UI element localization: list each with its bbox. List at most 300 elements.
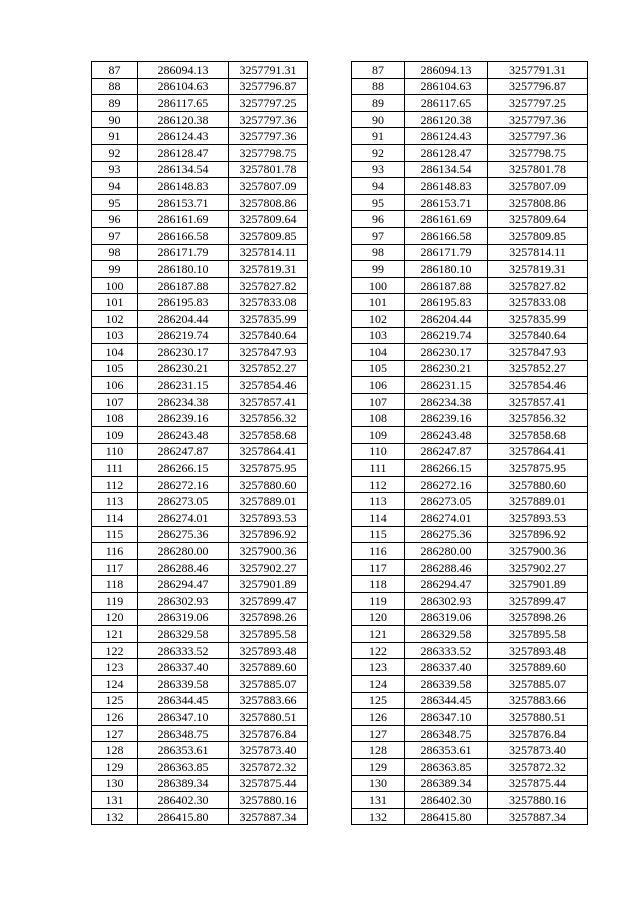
- y-coordinate-cell: 3257858.68: [229, 427, 308, 444]
- point-number-cell: 130: [92, 775, 138, 792]
- point-number-cell: 120: [352, 609, 405, 626]
- point-number-cell: 126: [92, 709, 138, 726]
- table-row: [352, 393, 588, 410]
- point-number-cell: 131: [352, 792, 405, 809]
- point-number-cell: 87: [92, 62, 138, 79]
- point-number-cell: 122: [352, 642, 405, 659]
- y-coordinate-cell: 3257833.08: [488, 294, 588, 311]
- table-row: [352, 609, 588, 626]
- x-coordinate-cell: 286230.21: [138, 360, 229, 377]
- y-coordinate-cell: 3257883.66: [229, 692, 308, 709]
- y-coordinate-cell: 3257827.82: [229, 277, 308, 294]
- x-coordinate-cell: 286148.83: [405, 178, 488, 195]
- x-coordinate-cell: 286231.15: [405, 377, 488, 394]
- x-coordinate-cell: 286094.13: [405, 62, 488, 79]
- table-row: [352, 95, 588, 112]
- table-row: [352, 709, 588, 726]
- point-number-cell: 129: [92, 758, 138, 775]
- x-coordinate-cell: 286344.45: [138, 692, 229, 709]
- y-coordinate-cell: 3257809.64: [229, 211, 308, 228]
- point-number-cell: 96: [92, 211, 138, 228]
- table-row: [92, 62, 308, 79]
- x-coordinate-cell: 286275.36: [138, 526, 229, 543]
- point-number-cell: 114: [92, 510, 138, 527]
- table-row: [92, 609, 308, 626]
- x-coordinate-cell: 286134.54: [138, 161, 229, 178]
- table-row: [92, 377, 308, 394]
- x-coordinate-cell: 286294.47: [405, 576, 488, 593]
- table-row: [92, 95, 308, 112]
- x-coordinate-cell: 286234.38: [138, 393, 229, 410]
- y-coordinate-cell: 3257819.31: [488, 261, 588, 278]
- point-number-cell: 108: [352, 410, 405, 427]
- point-number-cell: 88: [352, 78, 405, 95]
- point-number-cell: 108: [92, 410, 138, 427]
- x-coordinate-cell: 286415.80: [138, 808, 229, 825]
- point-number-cell: 90: [352, 111, 405, 128]
- point-number-cell: 118: [92, 576, 138, 593]
- y-coordinate-cell: 3257797.25: [488, 95, 588, 112]
- x-coordinate-cell: 286272.16: [405, 476, 488, 493]
- x-coordinate-cell: 286288.46: [405, 559, 488, 576]
- coordinate-table-left-body: [92, 62, 308, 825]
- x-coordinate-cell: 286187.88: [138, 277, 229, 294]
- table-row: [92, 111, 308, 128]
- y-coordinate-cell: 3257893.48: [229, 642, 308, 659]
- table-row: [92, 427, 308, 444]
- table-row: [352, 178, 588, 195]
- point-number-cell: 115: [92, 526, 138, 543]
- table-row: [92, 178, 308, 195]
- y-coordinate-cell: 3257857.41: [488, 393, 588, 410]
- table-row: [352, 161, 588, 178]
- y-coordinate-cell: 3257872.32: [229, 758, 308, 775]
- x-coordinate-cell: 286280.00: [138, 543, 229, 560]
- table-row: [352, 543, 588, 560]
- y-coordinate-cell: 3257798.75: [488, 144, 588, 161]
- table-row: [92, 675, 308, 692]
- y-coordinate-cell: 3257852.27: [229, 360, 308, 377]
- table-row: [352, 576, 588, 593]
- x-coordinate-cell: 286230.17: [405, 344, 488, 361]
- table-row: [352, 642, 588, 659]
- point-number-cell: 100: [352, 277, 405, 294]
- point-number-cell: 93: [352, 161, 405, 178]
- x-coordinate-cell: 286280.00: [405, 543, 488, 560]
- table-row: [352, 626, 588, 643]
- point-number-cell: 103: [352, 327, 405, 344]
- table-row: [92, 227, 308, 244]
- table-row: [92, 526, 308, 543]
- y-coordinate-cell: 3257798.75: [229, 144, 308, 161]
- x-coordinate-cell: 286195.83: [138, 294, 229, 311]
- point-number-cell: 127: [92, 725, 138, 742]
- x-coordinate-cell: 286117.65: [138, 95, 229, 112]
- point-number-cell: 119: [352, 593, 405, 610]
- point-number-cell: 98: [352, 244, 405, 261]
- point-number-cell: 118: [352, 576, 405, 593]
- x-coordinate-cell: 286337.40: [138, 659, 229, 676]
- y-coordinate-cell: 3257875.44: [229, 775, 308, 792]
- point-number-cell: 116: [352, 543, 405, 560]
- x-coordinate-cell: 286302.93: [138, 593, 229, 610]
- y-coordinate-cell: 3257835.99: [229, 310, 308, 327]
- x-coordinate-cell: 286333.52: [405, 642, 488, 659]
- y-coordinate-cell: 3257807.09: [229, 178, 308, 195]
- point-number-cell: 128: [92, 742, 138, 759]
- x-coordinate-cell: 286161.69: [138, 211, 229, 228]
- coordinate-table-left: [91, 61, 308, 825]
- x-coordinate-cell: 286402.30: [138, 792, 229, 809]
- table-row: [352, 78, 588, 95]
- table-row: [352, 659, 588, 676]
- point-number-cell: 124: [92, 675, 138, 692]
- table-row: [92, 709, 308, 726]
- y-coordinate-cell: 3257797.36: [488, 111, 588, 128]
- y-coordinate-cell: 3257872.32: [488, 758, 588, 775]
- point-number-cell: 91: [352, 128, 405, 145]
- y-coordinate-cell: 3257880.60: [488, 476, 588, 493]
- point-number-cell: 127: [352, 725, 405, 742]
- table-row: [92, 493, 308, 510]
- table-row: [352, 758, 588, 775]
- x-coordinate-cell: 286128.47: [405, 144, 488, 161]
- point-number-cell: 115: [352, 526, 405, 543]
- y-coordinate-cell: 3257807.09: [488, 178, 588, 195]
- point-number-cell: 88: [92, 78, 138, 95]
- x-coordinate-cell: 286319.06: [138, 609, 229, 626]
- table-row: [352, 559, 588, 576]
- point-number-cell: 126: [352, 709, 405, 726]
- x-coordinate-cell: 286243.48: [138, 427, 229, 444]
- y-coordinate-cell: 3257796.87: [229, 78, 308, 95]
- table-row: [92, 593, 308, 610]
- table-row: [352, 410, 588, 427]
- table-row: [92, 510, 308, 527]
- table-row: [92, 792, 308, 809]
- y-coordinate-cell: 3257898.26: [229, 609, 308, 626]
- table-row: [92, 211, 308, 228]
- y-coordinate-cell: 3257880.51: [488, 709, 588, 726]
- table-row: [92, 725, 308, 742]
- point-number-cell: 92: [92, 144, 138, 161]
- y-coordinate-cell: 3257887.34: [229, 808, 308, 825]
- y-coordinate-cell: 3257809.64: [488, 211, 588, 228]
- point-number-cell: 129: [352, 758, 405, 775]
- x-coordinate-cell: 286363.85: [138, 758, 229, 775]
- table-row: [92, 128, 308, 145]
- table-row: [92, 393, 308, 410]
- x-coordinate-cell: 286294.47: [138, 576, 229, 593]
- x-coordinate-cell: 286389.34: [405, 775, 488, 792]
- y-coordinate-cell: 3257893.53: [229, 510, 308, 527]
- x-coordinate-cell: 286274.01: [405, 510, 488, 527]
- point-number-cell: 131: [92, 792, 138, 809]
- point-number-cell: 124: [352, 675, 405, 692]
- table-row: [92, 410, 308, 427]
- point-number-cell: 112: [92, 476, 138, 493]
- table-row: [92, 626, 308, 643]
- x-coordinate-cell: 286339.58: [138, 675, 229, 692]
- table-row: [92, 144, 308, 161]
- y-coordinate-cell: 3257801.78: [229, 161, 308, 178]
- x-coordinate-cell: 286231.15: [138, 377, 229, 394]
- table-row: [352, 277, 588, 294]
- table-row: [352, 377, 588, 394]
- table-row: [92, 161, 308, 178]
- point-number-cell: 107: [92, 393, 138, 410]
- point-number-cell: 89: [92, 95, 138, 112]
- y-coordinate-cell: 3257809.85: [229, 227, 308, 244]
- x-coordinate-cell: 286273.05: [405, 493, 488, 510]
- x-coordinate-cell: 286134.54: [405, 161, 488, 178]
- table-row: [352, 775, 588, 792]
- point-number-cell: 90: [92, 111, 138, 128]
- point-number-cell: 110: [352, 443, 405, 460]
- x-coordinate-cell: 286273.05: [138, 493, 229, 510]
- x-coordinate-cell: 286171.79: [405, 244, 488, 261]
- y-coordinate-cell: 3257840.64: [229, 327, 308, 344]
- y-coordinate-cell: 3257814.11: [229, 244, 308, 261]
- y-coordinate-cell: 3257857.41: [229, 393, 308, 410]
- y-coordinate-cell: 3257814.11: [488, 244, 588, 261]
- point-number-cell: 91: [92, 128, 138, 145]
- x-coordinate-cell: 286347.10: [138, 709, 229, 726]
- point-number-cell: 106: [92, 377, 138, 394]
- y-coordinate-cell: 3257875.95: [229, 460, 308, 477]
- table-row: [352, 808, 588, 825]
- x-coordinate-cell: 286275.36: [405, 526, 488, 543]
- table-row: [352, 510, 588, 527]
- point-number-cell: 120: [92, 609, 138, 626]
- table-row: [352, 111, 588, 128]
- point-number-cell: 104: [92, 344, 138, 361]
- point-number-cell: 103: [92, 327, 138, 344]
- table-row: [92, 559, 308, 576]
- y-coordinate-cell: 3257854.46: [488, 377, 588, 394]
- x-coordinate-cell: 286120.38: [138, 111, 229, 128]
- y-coordinate-cell: 3257885.07: [229, 675, 308, 692]
- point-number-cell: 97: [352, 227, 405, 244]
- y-coordinate-cell: 3257896.92: [229, 526, 308, 543]
- point-number-cell: 116: [92, 543, 138, 560]
- x-coordinate-cell: 286302.93: [405, 593, 488, 610]
- y-coordinate-cell: 3257797.36: [229, 128, 308, 145]
- y-coordinate-cell: 3257791.31: [229, 62, 308, 79]
- point-number-cell: 101: [92, 294, 138, 311]
- table-row: [92, 443, 308, 460]
- y-coordinate-cell: 3257887.34: [488, 808, 588, 825]
- coordinate-table-right-body: [352, 62, 588, 825]
- table-row: [92, 642, 308, 659]
- point-number-cell: 132: [92, 808, 138, 825]
- point-number-cell: 125: [92, 692, 138, 709]
- y-coordinate-cell: 3257840.64: [488, 327, 588, 344]
- point-number-cell: 96: [352, 211, 405, 228]
- point-number-cell: 121: [92, 626, 138, 643]
- x-coordinate-cell: 286339.58: [405, 675, 488, 692]
- table-row: [92, 659, 308, 676]
- x-coordinate-cell: 286219.74: [405, 327, 488, 344]
- x-coordinate-cell: 286187.88: [405, 277, 488, 294]
- table-row: [352, 261, 588, 278]
- y-coordinate-cell: 3257899.47: [229, 593, 308, 610]
- point-number-cell: 95: [352, 194, 405, 211]
- y-coordinate-cell: 3257797.36: [488, 128, 588, 145]
- y-coordinate-cell: 3257856.32: [229, 410, 308, 427]
- coordinate-table-right: [351, 61, 588, 825]
- y-coordinate-cell: 3257901.89: [229, 576, 308, 593]
- x-coordinate-cell: 286204.44: [405, 310, 488, 327]
- point-number-cell: 121: [352, 626, 405, 643]
- point-number-cell: 87: [352, 62, 405, 79]
- point-number-cell: 110: [92, 443, 138, 460]
- x-coordinate-cell: 286219.74: [138, 327, 229, 344]
- point-number-cell: 113: [92, 493, 138, 510]
- y-coordinate-cell: 3257885.07: [488, 675, 588, 692]
- table-row: [352, 675, 588, 692]
- x-coordinate-cell: 286274.01: [138, 510, 229, 527]
- y-coordinate-cell: 3257858.68: [488, 427, 588, 444]
- x-coordinate-cell: 286104.63: [138, 78, 229, 95]
- table-row: [92, 78, 308, 95]
- x-coordinate-cell: 286166.58: [138, 227, 229, 244]
- y-coordinate-cell: 3257847.93: [229, 344, 308, 361]
- y-coordinate-cell: 3257893.53: [488, 510, 588, 527]
- y-coordinate-cell: 3257797.25: [229, 95, 308, 112]
- x-coordinate-cell: 286180.10: [138, 261, 229, 278]
- x-coordinate-cell: 286124.43: [405, 128, 488, 145]
- table-row: [92, 244, 308, 261]
- table-row: [352, 244, 588, 261]
- x-coordinate-cell: 286153.71: [405, 194, 488, 211]
- x-coordinate-cell: 286243.48: [405, 427, 488, 444]
- x-coordinate-cell: 286344.45: [405, 692, 488, 709]
- x-coordinate-cell: 286117.65: [405, 95, 488, 112]
- x-coordinate-cell: 286333.52: [138, 642, 229, 659]
- table-row: [352, 725, 588, 742]
- table-row: [92, 576, 308, 593]
- table-row: [352, 692, 588, 709]
- y-coordinate-cell: 3257847.93: [488, 344, 588, 361]
- table-row: [92, 277, 308, 294]
- y-coordinate-cell: 3257873.40: [229, 742, 308, 759]
- point-number-cell: 109: [92, 427, 138, 444]
- point-number-cell: 114: [352, 510, 405, 527]
- x-coordinate-cell: 286124.43: [138, 128, 229, 145]
- table-row: [92, 742, 308, 759]
- y-coordinate-cell: 3257809.85: [488, 227, 588, 244]
- table-row: [352, 62, 588, 79]
- x-coordinate-cell: 286180.10: [405, 261, 488, 278]
- x-coordinate-cell: 286166.58: [405, 227, 488, 244]
- y-coordinate-cell: 3257880.51: [229, 709, 308, 726]
- y-coordinate-cell: 3257899.47: [488, 593, 588, 610]
- point-number-cell: 94: [92, 178, 138, 195]
- x-coordinate-cell: 286329.58: [138, 626, 229, 643]
- point-number-cell: 89: [352, 95, 405, 112]
- y-coordinate-cell: 3257854.46: [229, 377, 308, 394]
- y-coordinate-cell: 3257880.16: [488, 792, 588, 809]
- y-coordinate-cell: 3257902.27: [488, 559, 588, 576]
- table-row: [352, 443, 588, 460]
- point-number-cell: 111: [92, 460, 138, 477]
- x-coordinate-cell: 286329.58: [405, 626, 488, 643]
- y-coordinate-cell: 3257797.36: [229, 111, 308, 128]
- y-coordinate-cell: 3257801.78: [488, 161, 588, 178]
- table-row: [352, 310, 588, 327]
- point-number-cell: 106: [352, 377, 405, 394]
- x-coordinate-cell: 286272.16: [138, 476, 229, 493]
- y-coordinate-cell: 3257880.16: [229, 792, 308, 809]
- point-number-cell: 123: [92, 659, 138, 676]
- y-coordinate-cell: 3257898.26: [488, 609, 588, 626]
- x-coordinate-cell: 286353.61: [405, 742, 488, 759]
- table-row: [352, 742, 588, 759]
- x-coordinate-cell: 286094.13: [138, 62, 229, 79]
- point-number-cell: 125: [352, 692, 405, 709]
- x-coordinate-cell: 286266.15: [405, 460, 488, 477]
- point-number-cell: 104: [352, 344, 405, 361]
- point-number-cell: 94: [352, 178, 405, 195]
- table-row: [352, 493, 588, 510]
- table-row: [352, 427, 588, 444]
- y-coordinate-cell: 3257896.92: [488, 526, 588, 543]
- x-coordinate-cell: 286402.30: [405, 792, 488, 809]
- y-coordinate-cell: 3257873.40: [488, 742, 588, 759]
- y-coordinate-cell: 3257864.41: [488, 443, 588, 460]
- x-coordinate-cell: 286363.85: [405, 758, 488, 775]
- x-coordinate-cell: 286415.80: [405, 808, 488, 825]
- table-row: [352, 344, 588, 361]
- y-coordinate-cell: 3257876.84: [229, 725, 308, 742]
- point-number-cell: 101: [352, 294, 405, 311]
- x-coordinate-cell: 286348.75: [138, 725, 229, 742]
- y-coordinate-cell: 3257889.60: [229, 659, 308, 676]
- x-coordinate-cell: 286148.83: [138, 178, 229, 195]
- x-coordinate-cell: 286195.83: [405, 294, 488, 311]
- table-row: [92, 194, 308, 211]
- y-coordinate-cell: 3257889.60: [488, 659, 588, 676]
- table-row: [352, 593, 588, 610]
- x-coordinate-cell: 286204.44: [138, 310, 229, 327]
- table-row: [352, 211, 588, 228]
- table-row: [352, 194, 588, 211]
- point-number-cell: 132: [352, 808, 405, 825]
- y-coordinate-cell: 3257796.87: [488, 78, 588, 95]
- x-coordinate-cell: 286230.17: [138, 344, 229, 361]
- point-number-cell: 128: [352, 742, 405, 759]
- table-row: [352, 128, 588, 145]
- point-number-cell: 122: [92, 642, 138, 659]
- point-number-cell: 100: [92, 277, 138, 294]
- x-coordinate-cell: 286239.16: [138, 410, 229, 427]
- x-coordinate-cell: 286353.61: [138, 742, 229, 759]
- x-coordinate-cell: 286247.87: [138, 443, 229, 460]
- x-coordinate-cell: 286104.63: [405, 78, 488, 95]
- x-coordinate-cell: 286171.79: [138, 244, 229, 261]
- point-number-cell: 105: [352, 360, 405, 377]
- x-coordinate-cell: 286239.16: [405, 410, 488, 427]
- y-coordinate-cell: 3257900.36: [229, 543, 308, 560]
- point-number-cell: 93: [92, 161, 138, 178]
- point-number-cell: 95: [92, 194, 138, 211]
- y-coordinate-cell: 3257875.44: [488, 775, 588, 792]
- point-number-cell: 117: [352, 559, 405, 576]
- table-row: [92, 543, 308, 560]
- y-coordinate-cell: 3257835.99: [488, 310, 588, 327]
- table-row: [352, 227, 588, 244]
